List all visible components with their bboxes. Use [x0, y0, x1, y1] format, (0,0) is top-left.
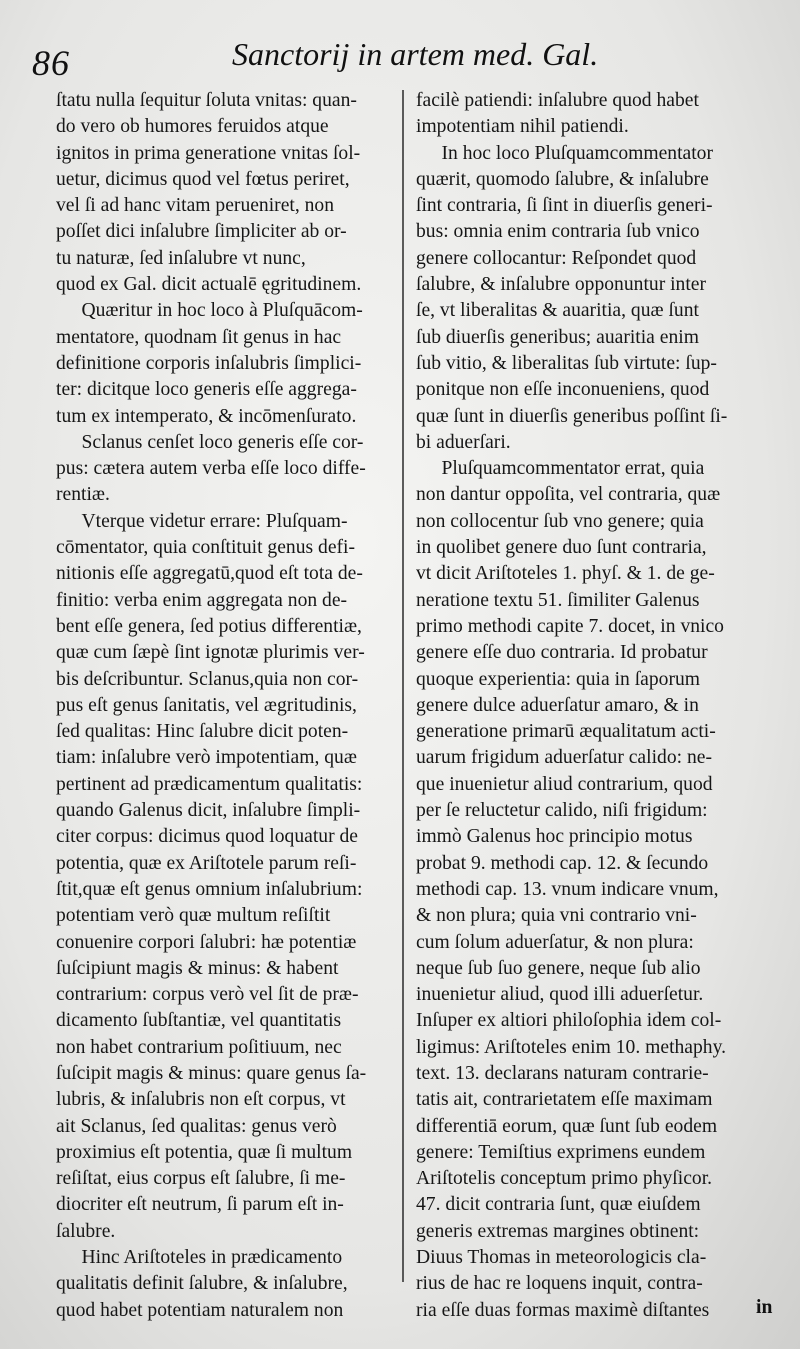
text-line: facilè patiendi: inſalubre quod habet — [416, 90, 699, 111]
text-line: potentia, quæ ex Ariſtotele parum reſi- — [56, 852, 357, 874]
text-line: quod ex Gal. dicit actualē ęgritudinem. — [56, 274, 362, 296]
catchword: in — [756, 1297, 773, 1318]
text-line: bus: omnia enim contraria ſub vnico — [416, 221, 700, 243]
text-line: proximius eſt potentia, quæ ſi multum — [56, 1141, 353, 1163]
text-line: neque ſub ſuo genere, neque ſub alio — [416, 957, 701, 979]
text-line: Inſuper ex altiori philoſophia idem col- — [416, 1010, 722, 1032]
text-line: methodi cap. 13. vnum indicare vnum, — [416, 878, 719, 900]
text-line: ait Sclanus, ſed qualitas: genus verò — [56, 1115, 337, 1137]
text-line: ſalubre, & inſalubre opponuntur inter — [416, 274, 707, 296]
column-divider — [402, 90, 404, 1282]
text-line: nitionis eſſe aggregatū,quod eſt tota de- — [56, 563, 363, 585]
text-line: finitio: verba enim aggregata non de- — [56, 589, 348, 611]
text-line: per ſe reluctetur calido, niſi frigidum: — [416, 800, 708, 822]
text-line: quando Galenus dicit, inſalubre ſimpli- — [56, 800, 361, 822]
text-line: differentiā eorum, quæ ſunt ſub eodem — [416, 1115, 718, 1137]
text-line: ſed qualitas: Hinc ſalubre dicit poten- — [56, 721, 349, 743]
text-line: vel ſi ad hanc vitam perueniret, non — [56, 195, 335, 217]
text-line: generis extremas margines obtinent: — [416, 1220, 700, 1242]
text-line: Diuus Thomas in meteorologicis cla- — [416, 1247, 707, 1269]
text-line: ignitos in prima generatione vnitas ſol- — [56, 142, 361, 164]
text-line: non dantur oppoſita, vel contraria, quæ — [416, 484, 721, 506]
text-line: quoque experientia: quia in ſaporum — [416, 668, 701, 690]
text-line: definitione corporis inſalubris ſimplici- — [56, 352, 362, 374]
text-line: 47. dicit contraria ſunt, quæ eiuſdem — [416, 1194, 701, 1216]
text-line: Hinc Ariſtoteles in prædicamento — [81, 1247, 343, 1269]
text-line: uetur, dicimus quod vel fœtus periret, — [56, 168, 350, 190]
text-line: immò Galenus hoc principio motus — [416, 826, 693, 848]
right-text-column — [416, 88, 768, 1324]
text-line: probat 9. methodi cap. 12. & ſecundo — [416, 852, 709, 874]
text-line: impotentiam nihil patiendi. — [416, 116, 629, 138]
text-line: ſtatu nulla ſequitur ſoluta vnitas: quan- — [56, 90, 357, 111]
text-line: ſuſcipiunt magis & minus: & habent — [56, 957, 339, 979]
text-line: do vero ob humores feruidos atque — [56, 116, 329, 138]
text-line: rentiæ. — [56, 484, 110, 506]
text-line: non collocentur ſub vno genere; quia — [416, 510, 704, 532]
text-line: contrarium: corpus verò vel ſit de præ- — [56, 984, 359, 1006]
text-line: bi aduerſari. — [416, 431, 511, 453]
text-line: ſuſcipit magis & minus: quare genus ſa- — [56, 1062, 367, 1084]
text-line: que inuenietur aliud contrarium, quod — [416, 773, 713, 795]
text-line: Sclanus cenſet loco generis eſſe cor- — [81, 431, 364, 453]
running-head: Sanctorij in artem med. Gal. — [232, 36, 599, 72]
text-line: genere dulce aduerſatur amaro, & in — [416, 694, 699, 716]
text-line: dicamento ſubſtantiæ, vel quantitatis — [56, 1010, 342, 1032]
text-line: vt dicit Ariſtoteles 1. phyſ. & 1. de ge- — [416, 563, 715, 585]
text-line: reſiſtat, eius corpus eſt ſalubre, ſi me- — [56, 1168, 346, 1190]
text-line: genere: Temiſtius exprimens eundem — [416, 1141, 706, 1163]
text-line: ſtit,quæ eſt genus omnium inſalubrium: — [56, 878, 363, 900]
text-line: pertinent ad prædicamentum qualitatis: — [56, 773, 363, 795]
text-line: non habet contrarium poſitiuum, nec — [56, 1036, 342, 1058]
text-line: pus eſt genus ſanitatis, vel ægritudinis, — [56, 694, 357, 716]
text-line: potentiam verò quæ multum reſiſtit — [56, 905, 331, 927]
text-line: in quolibet genere duo ſunt contraria, — [416, 537, 707, 559]
left-text-column — [56, 88, 394, 1324]
text-line: generatione primarū æqualitatum acti- — [416, 721, 716, 743]
text-line: ter: dicitque loco generis eſſe aggrega- — [56, 379, 357, 401]
text-line: conuenire corpori ſalubri: hæ potentiæ — [56, 931, 357, 953]
text-line: mentatore, quodnam ſit genus in hac — [56, 326, 342, 348]
text-line: genere eſſe duo contraria. Id probatur — [416, 642, 708, 664]
text-line: quæ cum ſæpè ſint ignotæ plurimis ver- — [56, 642, 365, 664]
text-line: quod habet potentiam naturalem non — [56, 1299, 344, 1321]
text-line: poſſet dici inſalubre ſimpliciter ab or- — [56, 221, 347, 243]
page-header — [0, 30, 800, 90]
text-line: Ariſtotelis conceptum primo phyſicor. — [416, 1168, 713, 1190]
text-line: tiam: inſalubre verò impotentiam, quæ — [56, 747, 357, 769]
text-line: ſalubre. — [56, 1220, 116, 1242]
text-line: neratione textu 51. ſimiliter Galenus — [416, 589, 700, 611]
text-line: cōmentator, quia conſtituit genus defi- — [56, 537, 356, 559]
text-line: ponitque non eſſe inconueniens, quod — [416, 379, 710, 401]
text-line: text. 13. declarans naturam contrarie- — [416, 1062, 709, 1084]
text-line: inuenietur aliud, quod illi aduerſetur. — [416, 984, 704, 1006]
text-line: Quæritur in hoc loco à Pluſquācom- — [81, 300, 363, 322]
text-line: lubris, & inſalubris non eſt corpus, vt — [56, 1089, 346, 1111]
text-line: ſint contraria, ſi ſint in diuerſis generi- — [416, 195, 713, 217]
text-line: rius de hac re loquens inquit, contra- — [416, 1273, 703, 1295]
text-line: ſub vitio, & liberalitas ſub virtute: ſup- — [416, 352, 717, 374]
text-line: cum ſolum aduerſatur, & non plura: — [416, 931, 694, 953]
text-line: genere collocantur: Reſpondet quod — [416, 247, 697, 269]
text-line: primo methodi capite 7. docet, in vnico — [416, 615, 724, 637]
text-line: bent eſſe genera, ſed potius differentiæ, — [56, 615, 362, 637]
page-number: 86 — [32, 43, 70, 83]
text-line: bis deſcribuntur. Sclanus,quia non cor- — [56, 668, 359, 690]
text-line: quærit, quomodo ſalubre, & inſalubre — [416, 168, 709, 190]
text-line: pus: cætera autem verba eſſe loco diffe- — [56, 458, 366, 480]
text-line: uarum frigidum aduerſatur calido: ne- — [416, 747, 712, 769]
text-line: tu naturæ, ſed inſalubre vt nunc, — [56, 247, 306, 269]
text-line: ria eſſe duas formas maximè diſtantes — [416, 1299, 710, 1321]
text-line: Vterque videtur errare: Pluſquam- — [81, 510, 348, 532]
text-line: Pluſquamcommentator errat, quia — [441, 458, 705, 480]
text-line: tatis ait, contrarietatem eſſe maximam — [416, 1089, 713, 1111]
text-line: diocriter eſt neutrum, ſi parum eſt in- — [56, 1194, 344, 1216]
text-line: qualitatis definit ſalubre, & inſalubre, — [56, 1273, 348, 1295]
text-line: ſub diuerſis generibus; auaritia enim — [416, 326, 699, 348]
text-line: ligimus: Ariſtoteles enim 10. methaphy. — [416, 1036, 727, 1058]
text-line: tum ex intemperato, & incōmenſurato. — [56, 405, 357, 427]
text-line: & non plura; quia vni contrario vni- — [416, 905, 697, 927]
text-line: In hoc loco Pluſquamcommentator — [441, 142, 713, 164]
text-line: quæ ſunt in diuerſis generibus poſſint ſi- — [416, 405, 728, 427]
text-line: ſe, vt liberalitas & auaritia, quæ ſunt — [416, 300, 699, 322]
text-line: citer corpus: dicimus quod loquatur de — [56, 826, 359, 848]
